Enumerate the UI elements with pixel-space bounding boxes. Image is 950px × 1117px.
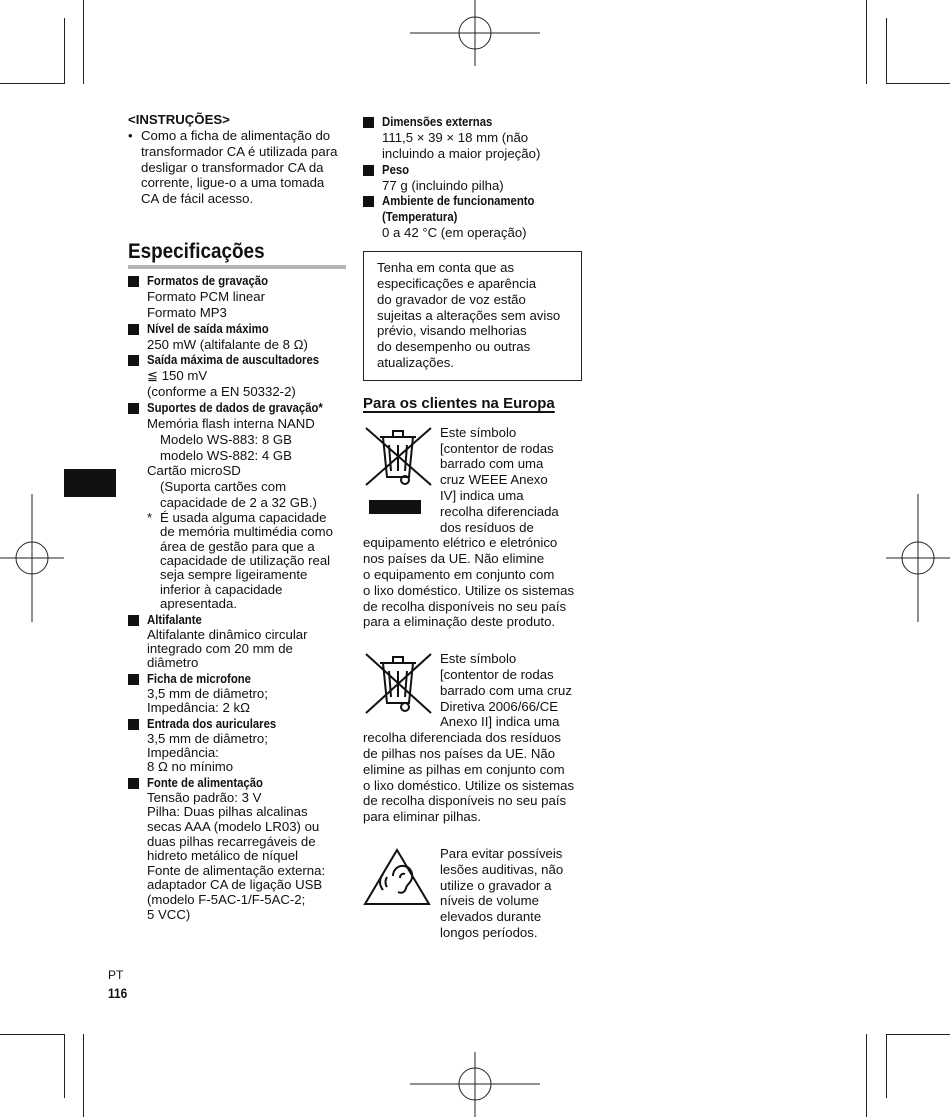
square-bullet xyxy=(363,196,374,207)
text-line: 3,5 mm de diâmetro; xyxy=(147,730,268,746)
text-line: Impedância: 2 kΩ xyxy=(147,700,250,716)
text-line: 3,5 mm de diâmetro; xyxy=(147,685,268,701)
registration-mark-bottom xyxy=(410,1052,540,1117)
text-line: Altifalante dinâmico circular xyxy=(147,626,308,642)
text-line: É usada alguma capacidade xyxy=(160,509,327,525)
text-line: duas pilhas recarregáveis de xyxy=(147,833,316,849)
instructions-heading: <INSTRUÇÕES> xyxy=(128,112,230,127)
text-line: 250 mW (altifalante de 8 Ω) xyxy=(147,336,308,352)
text-line: Como a ficha de alimentação do xyxy=(141,128,331,143)
text-line: Memória flash interna NAND xyxy=(147,415,315,431)
text-line: para eliminar pilhas. xyxy=(363,809,482,825)
text-line: Este símbolo xyxy=(440,424,517,440)
text-line: desligar o transformador CA da xyxy=(141,159,324,175)
specs-header xyxy=(128,240,350,269)
square-bullet xyxy=(128,615,139,626)
text-line: capacidade de utilização real xyxy=(160,552,331,568)
spec-item xyxy=(128,716,350,775)
text-line: equipamento elétrico e eletrónico xyxy=(363,535,558,551)
text-line: Anexo II] indica uma xyxy=(440,714,560,730)
notice-box xyxy=(363,251,582,381)
text-line: 0 a 42 °C (em operação) xyxy=(382,225,527,241)
right-column xyxy=(363,114,585,942)
text-line: prévio, visando melhorias xyxy=(377,323,527,339)
text-line: longos períodos. xyxy=(440,924,538,940)
square-bullet xyxy=(128,719,139,730)
spec-item-heading: Suportes de dados de gravação* xyxy=(147,399,323,415)
text-line: nos países da UE. Não elimine xyxy=(363,551,545,567)
spec-item-heading: (Temperatura) xyxy=(382,209,458,225)
text-line: modelo WS-882: 4 GB xyxy=(160,447,292,463)
text-line: corrente, ligue-o a uma tomada xyxy=(141,175,325,191)
spec-item-heading: Formatos de gravação xyxy=(147,272,269,288)
spec-item-heading: Nível de saída máximo xyxy=(147,320,269,336)
language-code: PT xyxy=(108,968,124,982)
text-line: 77 g (incluindo pilha) xyxy=(382,177,504,193)
square-bullet xyxy=(128,778,139,789)
spec-item xyxy=(363,193,585,241)
hearing-warning-icon xyxy=(363,846,440,942)
bullet-mark: • xyxy=(128,128,133,143)
text-line: o lixo doméstico. Utilize os sistemas xyxy=(363,582,575,598)
instructions-bullet xyxy=(128,128,350,207)
text-line: para a eliminação deste produto. xyxy=(363,614,556,630)
text-line: de memória multimédia como xyxy=(160,524,333,540)
text-line: área de gestão para que a xyxy=(160,538,315,554)
text-line: secas AAA (modelo LR03) ou xyxy=(147,819,320,835)
registration-mark-right xyxy=(886,494,950,622)
spec-item xyxy=(128,273,350,321)
text-line: barrado com uma xyxy=(440,456,544,472)
text-line: lesões auditivas, não xyxy=(440,861,564,877)
square-bullet xyxy=(128,324,139,335)
specs-title-bar xyxy=(128,265,346,269)
spec-item-heading: Dimensões externas xyxy=(382,114,493,129)
spec-item-heading: Altifalante xyxy=(147,611,202,627)
text-line: de recolha disponíveis no seu país xyxy=(363,793,567,809)
weee-icon xyxy=(363,425,440,529)
spec-item xyxy=(128,775,350,922)
spec-item-heading: Peso xyxy=(382,161,410,177)
text-line: (modelo F-5AC-1/F-5AC-2; xyxy=(147,892,306,907)
text-line: níveis de volume xyxy=(440,893,539,909)
text-line: inferior à capacidade xyxy=(160,581,283,597)
spec-item-heading: Ambiente de funcionamento xyxy=(382,193,535,209)
spec-item xyxy=(363,162,585,194)
text-line: Impedância: xyxy=(147,745,219,761)
text-line: seja sempre ligeiramente xyxy=(160,567,308,583)
text-line: 5 VCC) xyxy=(147,906,191,922)
text-line: 8 Ω no mínimo xyxy=(147,759,234,775)
spec-item xyxy=(128,612,350,671)
text-line: adaptador CA de ligação USB xyxy=(147,877,323,893)
text-line: IV] indica uma xyxy=(440,487,524,503)
text-line: [contentor de rodas xyxy=(440,440,554,456)
text-line: hidreto metálico de níquel xyxy=(147,848,299,864)
text-line: ≦ 150 mV xyxy=(147,368,208,384)
page-number: 116 xyxy=(108,985,128,1001)
text-line: diâmetro xyxy=(147,655,199,671)
text-line: Formato PCM linear xyxy=(147,288,265,304)
text-line: 111,5 × 39 × 18 mm (não xyxy=(382,130,529,145)
text-line: (Suporta cartões com xyxy=(160,479,287,495)
text-line: recolha diferenciada xyxy=(440,503,559,519)
footnote-mark: * xyxy=(147,509,153,525)
footnote xyxy=(147,511,350,612)
text-line: do gravador de voz estão xyxy=(377,291,526,307)
text-line: Diretiva 2006/66/CE xyxy=(440,698,559,714)
text-line: incluindo a maior projeção) xyxy=(382,145,541,161)
europe-title: Para os clientes na Europa xyxy=(363,394,555,412)
text-line: integrado com 20 mm de xyxy=(147,641,293,656)
text-line: (conforme a EN 50332-2) xyxy=(147,384,296,400)
instructions-section xyxy=(128,112,350,207)
weee-block xyxy=(363,425,585,630)
text-line: Tenha em conta que as xyxy=(377,260,515,276)
spec-item-heading: Entrada dos auriculares xyxy=(147,715,277,731)
hearing-block xyxy=(363,846,585,941)
text-line: CA de fácil acesso. xyxy=(141,191,254,207)
text-line: de recolha disponíveis no seu país xyxy=(363,598,567,614)
text-line: [contentor de rodas xyxy=(440,666,554,682)
square-bullet xyxy=(128,276,139,287)
spec-item xyxy=(128,400,350,612)
text-line: sujeitas a alterações sem aviso xyxy=(377,307,561,323)
text-line: atualizações. xyxy=(377,354,454,370)
text-line: dos resíduos de xyxy=(440,519,534,535)
text-line: transformador CA é utilizada para xyxy=(141,143,338,159)
square-bullet xyxy=(363,165,374,176)
registration-mark-left xyxy=(0,494,64,622)
text-line: elevados durante xyxy=(440,909,542,925)
square-bullet xyxy=(128,674,139,685)
text-line: especificações e aparência xyxy=(377,275,537,291)
text-line: capacidade de 2 a 32 GB.) xyxy=(160,494,317,510)
spec-item xyxy=(128,352,350,400)
text-line: o equipamento em conjunto com xyxy=(363,566,555,582)
text-line: elimine as pilhas em conjunto com xyxy=(363,761,565,777)
chapter-tab xyxy=(64,469,116,497)
text-line: apresentada. xyxy=(160,596,237,612)
spec-item-heading: Fonte de alimentação xyxy=(147,774,263,790)
text-line: Este símbolo xyxy=(440,651,517,667)
text-line: Fonte de alimentação externa: xyxy=(147,862,326,878)
text-line: do desempenho ou outras xyxy=(377,339,531,355)
text-line: Para evitar possíveis xyxy=(440,845,563,861)
text-line: Modelo WS-883: 8 GB xyxy=(160,431,292,447)
text-line: Cartão microSD xyxy=(147,463,241,479)
text-line: recolha diferenciada dos resíduos xyxy=(363,730,561,746)
text-line: Formato MP3 xyxy=(147,304,227,320)
battery-weee-icon xyxy=(363,651,440,730)
spec-item xyxy=(363,114,585,162)
text-line: de pilhas nos países da UE. Não xyxy=(363,745,556,761)
square-bullet xyxy=(128,355,139,366)
text-line: barrado com uma cruz xyxy=(440,682,572,698)
square-bullet xyxy=(363,117,374,128)
spec-item-heading: Ficha de microfone xyxy=(147,670,251,686)
spec-item xyxy=(128,321,350,353)
square-bullet xyxy=(128,403,139,414)
text-line: o lixo doméstico. Utilize os sistemas xyxy=(363,777,575,793)
battery-block xyxy=(363,651,585,825)
registration-mark-top xyxy=(410,0,540,66)
text-line: Pilha: Duas pilhas alcalinas xyxy=(147,804,308,820)
text-line: Tensão padrão: 3 V xyxy=(147,789,262,805)
spec-item xyxy=(128,671,350,716)
specs-title: Especificações xyxy=(128,239,265,263)
text-line: utilize o gravador a xyxy=(440,877,552,893)
left-column xyxy=(128,112,350,922)
text-line: cruz WEEE Anexo xyxy=(440,472,548,488)
spec-item-heading: Saída máxima de auscultadores xyxy=(147,352,320,368)
